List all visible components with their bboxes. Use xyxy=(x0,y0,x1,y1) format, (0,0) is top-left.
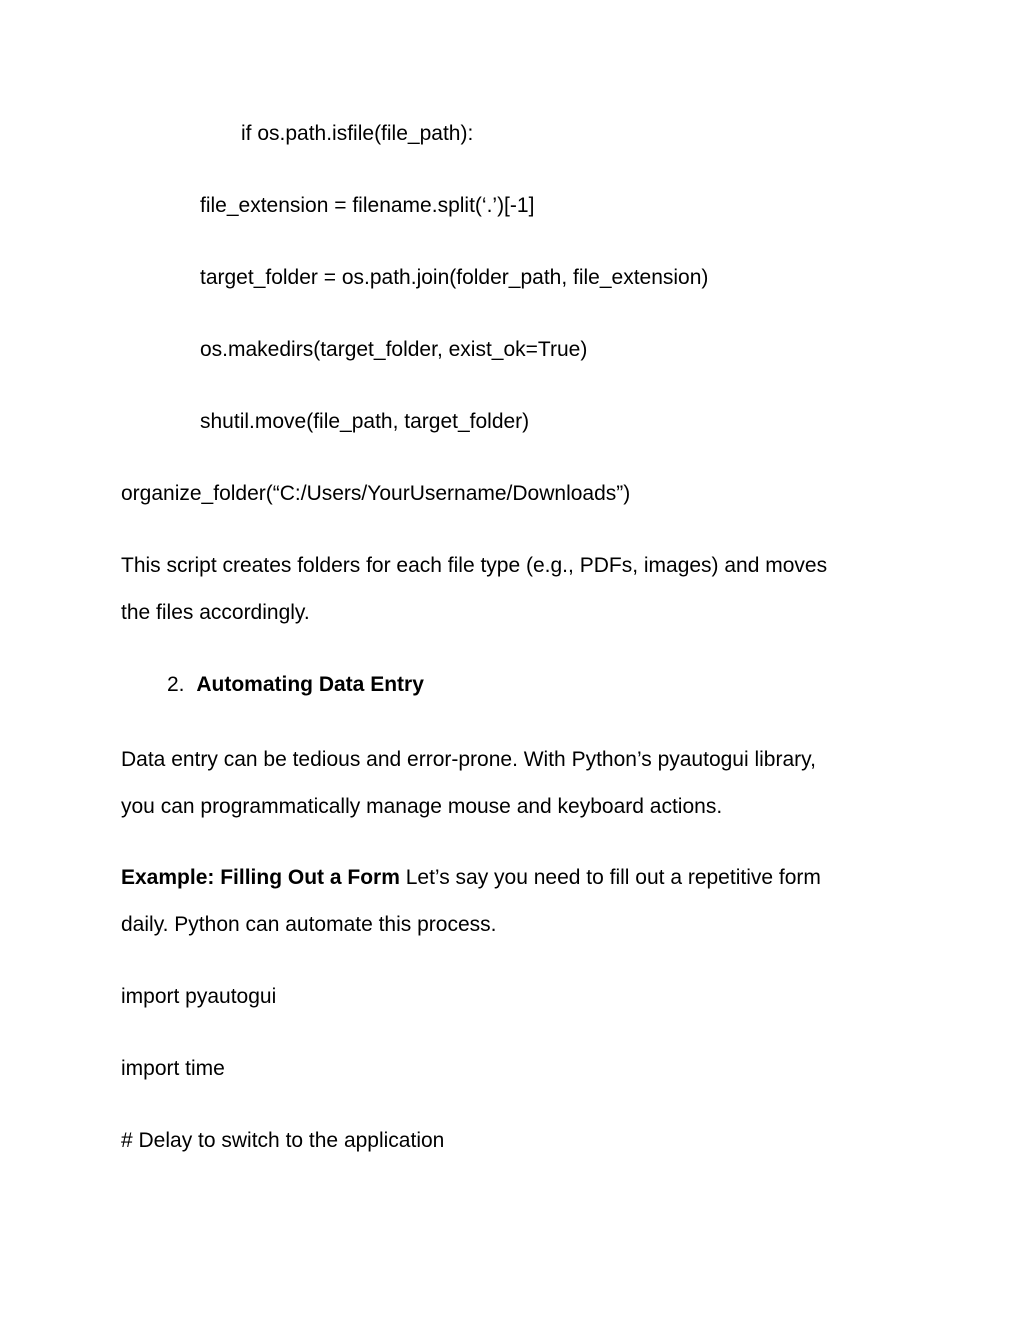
code-line-import-pyautogui: import pyautogui xyxy=(121,985,277,1008)
code-line-target-folder: target_folder = os.path.join(folder_path, file_extension) xyxy=(200,266,709,289)
code-line-delay-comment: # Delay to switch to the application xyxy=(121,1129,445,1152)
section-2-number: 2. xyxy=(167,673,185,696)
example-label: Example: Filling Out a Form xyxy=(121,866,400,889)
section-2-heading xyxy=(167,673,424,697)
code-line-makedirs: os.makedirs(target_folder, exist_ok=True) xyxy=(200,338,588,361)
paragraph-2-line-2: you can programmatically manage mouse and keyboard actions. xyxy=(121,795,723,818)
code-line-shutil-move: shutil.move(file_path, target_folder) xyxy=(200,410,530,433)
code-line-file-extension: file_extension = filename.split(‘.’)[-1] xyxy=(200,194,535,217)
example-line-1 xyxy=(121,866,821,890)
paragraph-1-line-1: This script creates folders for each file type (e.g., PDFs, images) and moves xyxy=(121,554,828,577)
example-line-2: daily. Python can automate this process. xyxy=(121,913,497,936)
paragraph-1-line-2: the files accordingly. xyxy=(121,601,310,624)
code-line-organize-call: organize_folder(“C:/Users/YourUsername/Downloads”) xyxy=(121,482,631,505)
section-2-title: Automating Data Entry xyxy=(196,673,424,696)
paragraph-2-line-1: Data entry can be tedious and error-prone. With Python’s pyautogui library, xyxy=(121,748,816,771)
code-line-if-isfile: if os.path.isfile(file_path): xyxy=(241,122,474,145)
code-line-import-time: import time xyxy=(121,1057,225,1080)
example-line-1-text: Let’s say you need to fill out a repetitive form xyxy=(399,866,821,889)
